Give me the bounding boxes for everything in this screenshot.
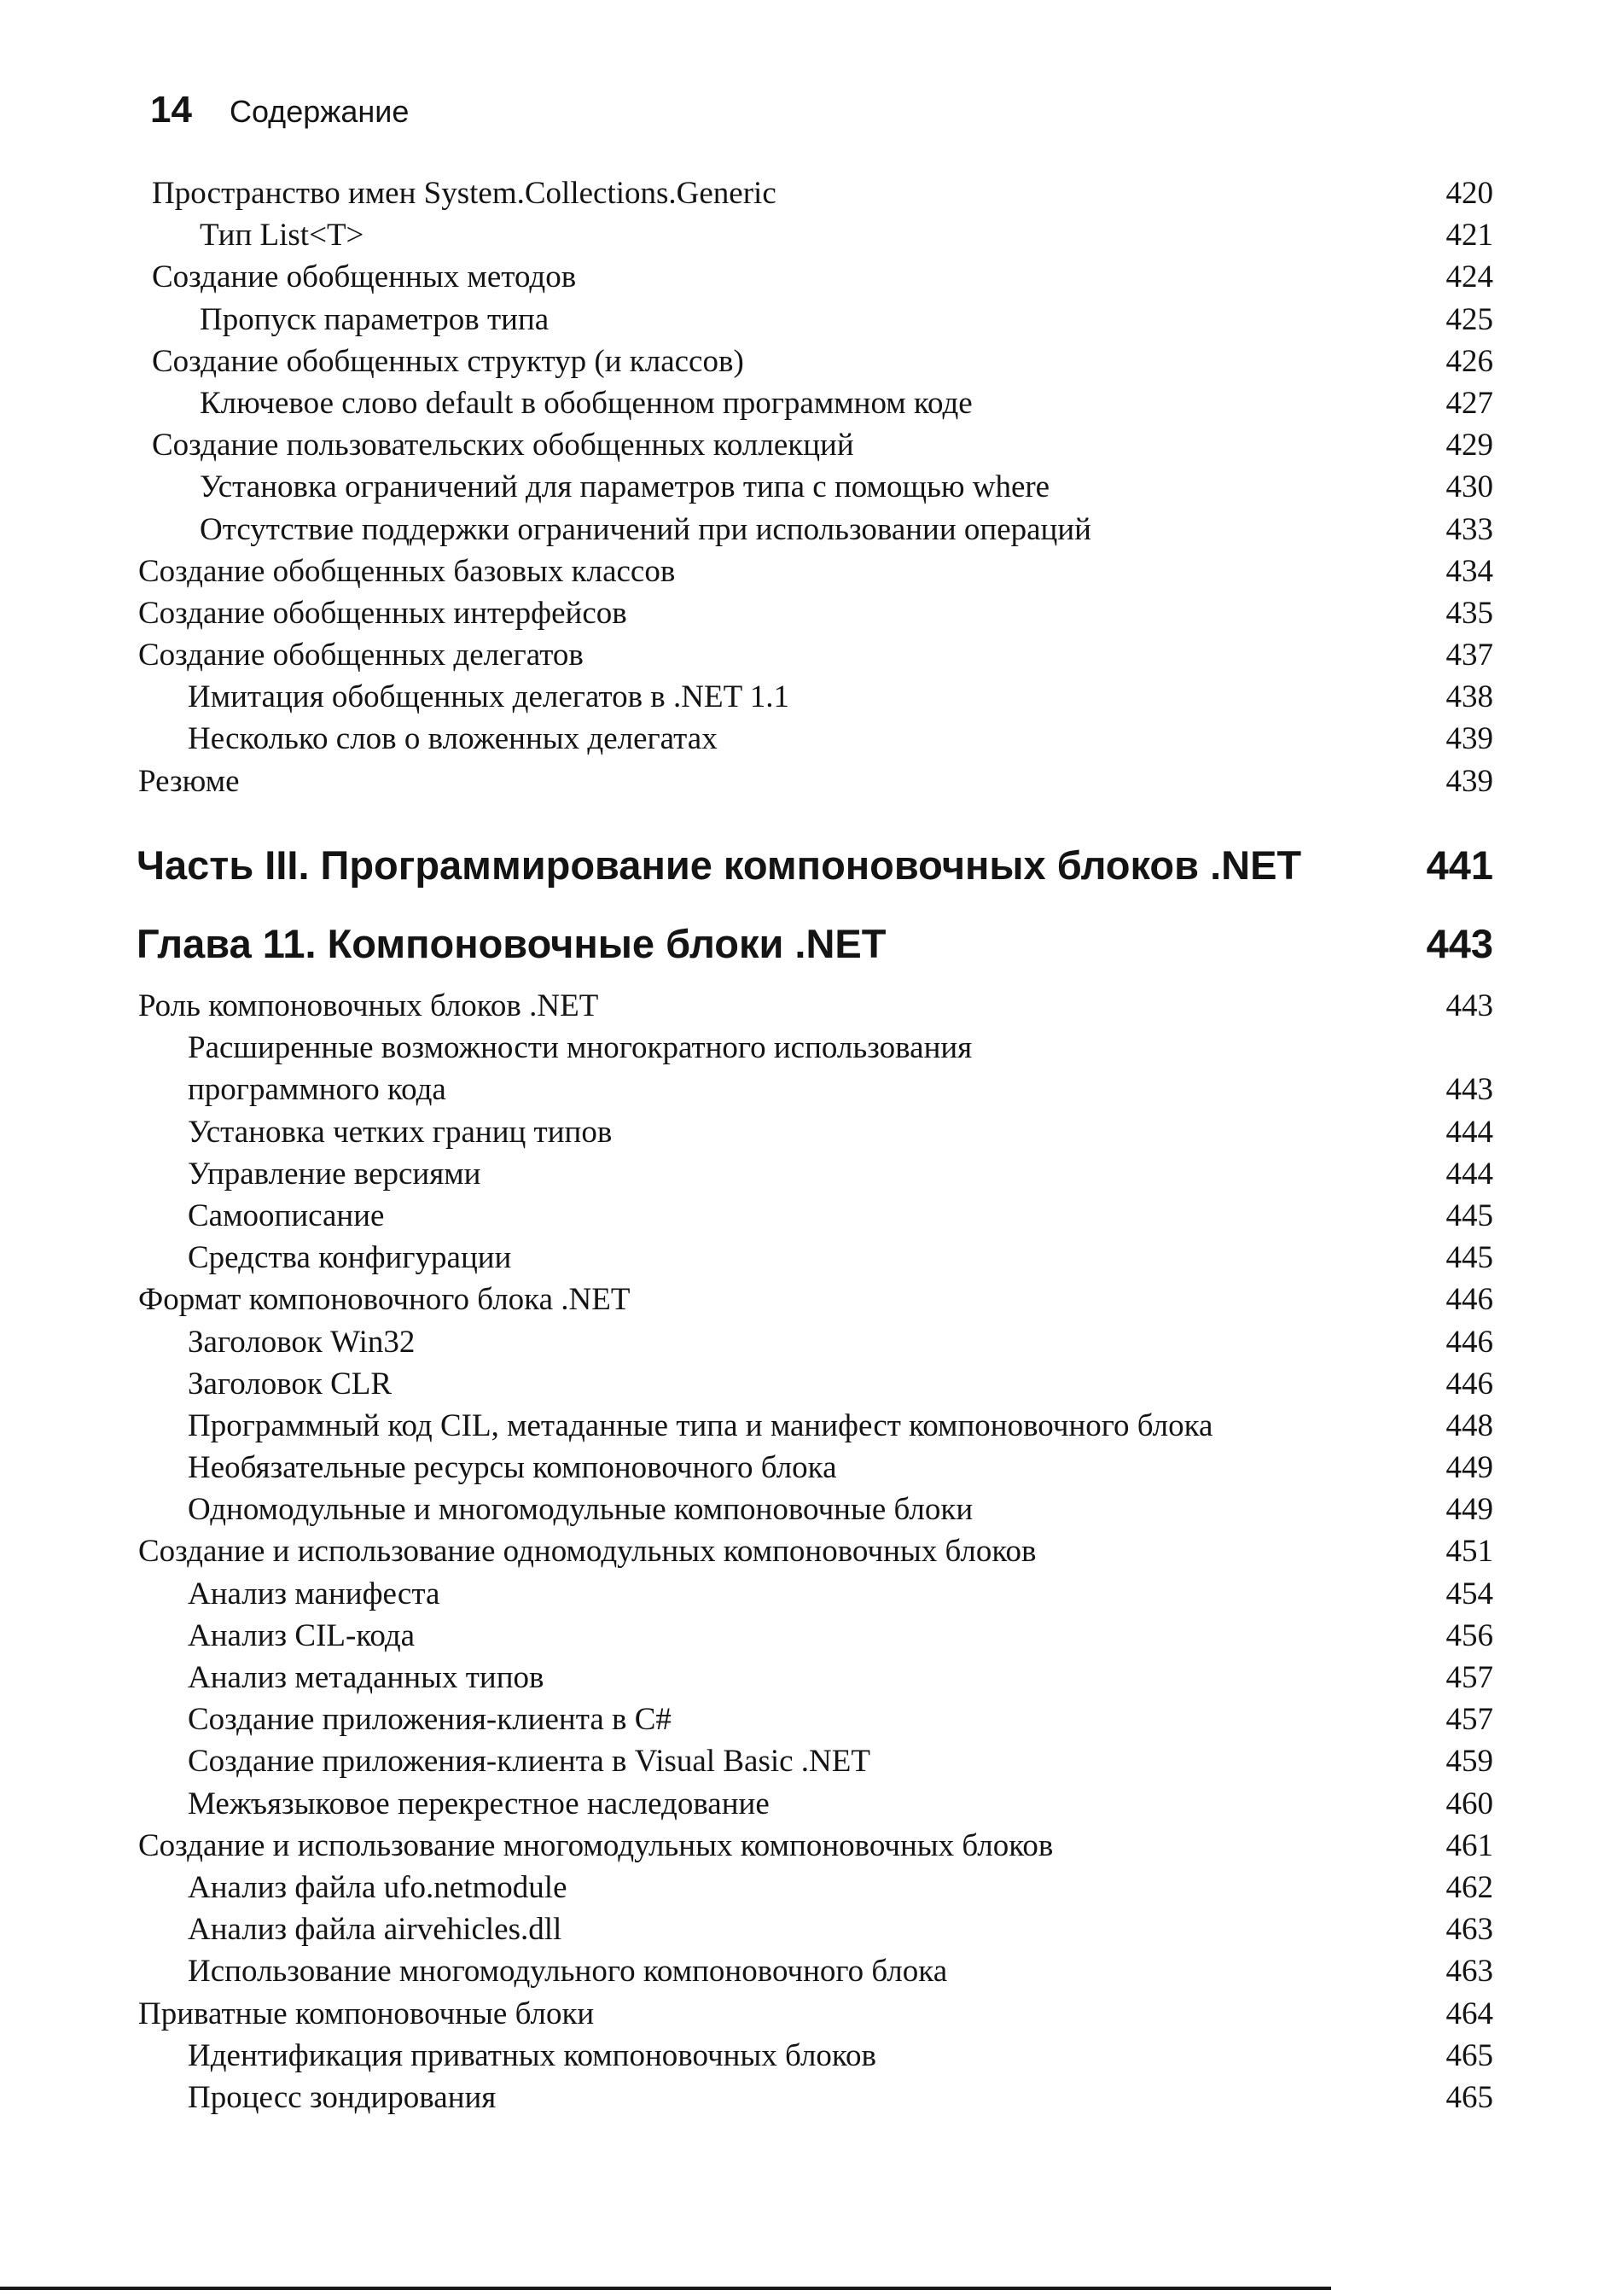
toc-entry-page: 426: [1445, 343, 1493, 379]
part-title: Часть III. Программирование компоновочных блоков .NET: [137, 842, 1302, 888]
toc-entry-title: Создание обобщенных делегатов: [138, 638, 584, 673]
toc-entry-page: 457: [1445, 1660, 1493, 1695]
toc-entry-title: Процесс зондирования: [188, 2079, 497, 2115]
toc-entry: [128, 1783, 1493, 1825]
toc-entry-title: Создание и использование одномодульных компоновочных блоков: [138, 1534, 1037, 1570]
toc-entry-title: Межъязыковое перекрестное наследование: [188, 1786, 770, 1821]
toc-entry: [128, 1153, 1493, 1195]
toc-entry-page: 445: [1445, 1198, 1493, 1233]
toc-entry-title: Анализ файла airvehicles.dll: [188, 1912, 562, 1948]
toc-entry-page: 439: [1445, 763, 1493, 799]
toc-entry-page: 446: [1445, 1366, 1493, 1401]
toc-entry-page: 446: [1445, 1282, 1493, 1318]
toc-entry-title: Создание приложения-клиента в Visual Basic .NET: [188, 1744, 870, 1780]
toc-entry-page: 461: [1445, 1827, 1493, 1863]
toc-entry: [128, 634, 1493, 676]
toc-entry: [128, 1825, 1493, 1867]
toc-entry-page: 463: [1445, 1954, 1493, 1990]
toc-entry-page: 437: [1445, 638, 1493, 673]
toc-entry-title: Резюме: [138, 763, 240, 799]
toc-entry: [128, 1405, 1493, 1447]
toc-entry: [128, 509, 1493, 551]
toc-entry-title: программного кода: [188, 1072, 446, 1108]
toc-entry: [128, 1740, 1493, 1782]
toc-entry-page: 424: [1445, 259, 1493, 295]
toc-entry-page: 443: [1445, 988, 1493, 1023]
toc-entry-page: 443: [1445, 1072, 1493, 1108]
toc-entry-page: 457: [1445, 1702, 1493, 1738]
toc-entry-title: Роль компоновочных блоков .NET: [138, 988, 599, 1023]
toc-entry: [128, 1069, 1493, 1110]
toc-entry-title: Идентификация приватных компоновочных блоков: [188, 2037, 876, 2073]
running-title: Содержание: [229, 94, 410, 129]
toc-entry-title: Анализ манифеста: [188, 1576, 440, 1611]
toc-entry: [128, 2077, 1493, 2118]
toc-entry-title: Создание обобщенных структур (и классов): [152, 343, 744, 379]
toc-entry: [128, 985, 1493, 1027]
toc-entry-title: Ключевое слово default в обобщенном программном коде: [200, 385, 973, 421]
toc-list-after: [128, 985, 1493, 2118]
page-header: [150, 89, 409, 150]
page-number: 14: [150, 89, 192, 131]
toc-entry-page: 439: [1445, 721, 1493, 757]
toc-entry-page: 438: [1445, 679, 1493, 715]
toc-entry-page: 449: [1445, 1450, 1493, 1486]
toc-entry: [128, 551, 1493, 592]
toc-entry: [128, 1530, 1493, 1572]
toc-entry-title: Средства конфигурации: [188, 1240, 512, 1276]
toc-entry: [128, 1321, 1493, 1363]
toc-entry: [128, 1111, 1493, 1153]
toc-entry-title: Необязательные ресурсы компоновочного блока: [188, 1450, 837, 1486]
toc-entry-title: Создание обобщенных методов: [152, 259, 577, 295]
chapter-page: 443: [1426, 921, 1493, 966]
bottom-rule: [0, 2287, 1331, 2290]
toc-entry: [128, 424, 1493, 466]
toc-entry: [128, 299, 1493, 341]
toc-entry: [128, 1699, 1493, 1740]
toc-entry: [128, 1867, 1493, 1908]
toc-entry-page: 463: [1445, 1912, 1493, 1948]
toc-entry: [128, 1908, 1493, 1950]
toc-entry-page: 420: [1445, 176, 1493, 211]
toc-entry-title: Имитация обобщенных делегатов в .NET 1.1: [188, 679, 790, 715]
toc-entry-page: 465: [1445, 2079, 1493, 2115]
toc-entry: [128, 1573, 1493, 1615]
toc-entry-title: Программный код CIL, метаданные типа и манифест компоновочного блока: [188, 1407, 1213, 1443]
toc-entry-page: 429: [1445, 428, 1493, 463]
toc-entry-title: Анализ файла ufo.netmodule: [188, 1869, 567, 1905]
toc-entry-title: Анализ метаданных типов: [188, 1660, 544, 1695]
toc-entry-title: Управление версиями: [188, 1156, 481, 1192]
toc-entry: [128, 382, 1493, 424]
toc-entry-title: Анализ CIL-кода: [188, 1617, 416, 1653]
toc-entry: [128, 341, 1493, 382]
toc-entry-title: Формат компоновочного блока .NET: [138, 1282, 631, 1318]
toc-entry-title: Заголовок CLR: [188, 1366, 393, 1401]
toc-entry-page: 462: [1445, 1869, 1493, 1905]
toc-entry-page: 445: [1445, 1240, 1493, 1276]
toc-entry: [128, 1489, 1493, 1530]
toc-entry-page: 464: [1445, 1996, 1493, 2031]
toc-entry: [128, 1027, 1493, 1069]
toc-entry-page: 460: [1445, 1786, 1493, 1821]
toc-entry-title: Создание и использование многомодульных компоновочных блоков: [138, 1827, 1054, 1863]
toc-entry-title: Установка четких границ типов: [188, 1114, 613, 1150]
toc-entry-page: 451: [1445, 1534, 1493, 1570]
toc-entry: [128, 1950, 1493, 1992]
toc-entry: [128, 1993, 1493, 2035]
toc-entry: [128, 1195, 1493, 1237]
toc-entry-title: Пространство имен System.Collections.Generic: [152, 176, 776, 211]
toc-entry: [128, 466, 1493, 508]
toc-entry: [128, 718, 1493, 760]
toc-list-before: [128, 172, 1493, 802]
toc-entry-page: 459: [1445, 1744, 1493, 1780]
toc-entry-title: Самоописание: [188, 1198, 385, 1233]
chapter-title: Глава 11. Компоновочные блоки .NET: [137, 921, 887, 966]
toc-entry: [128, 214, 1493, 256]
toc-entry-title: Расширенные возможности многократного использования: [188, 1030, 973, 1066]
part-page: 441: [1426, 842, 1493, 888]
toc-entry-title: Пропуск параметров типа: [200, 301, 550, 337]
toc-entry-title: Создание обобщенных базовых классов: [138, 553, 676, 589]
toc-entry-page: 435: [1445, 595, 1493, 631]
toc-entry: [128, 2035, 1493, 2077]
toc-entry-page: 427: [1445, 385, 1493, 421]
toc-entry: [128, 676, 1493, 718]
toc-entry-page: 421: [1445, 218, 1493, 253]
toc-entry-title: Использование многомодульного компоновочного блока: [188, 1954, 948, 1990]
toc-entry-title: Создание пользовательских обобщенных коллекций: [152, 428, 854, 463]
toc-entry: [128, 1615, 1493, 1657]
toc-entry-page: 449: [1445, 1492, 1493, 1528]
toc-entry: [128, 1447, 1493, 1489]
toc-entry-title: Заголовок Win32: [188, 1324, 416, 1360]
part-heading: [128, 842, 1493, 896]
toc-entry: [128, 1363, 1493, 1405]
toc-entry-title: Создание обобщенных интерфейсов: [138, 595, 627, 631]
toc-entry-page: 433: [1445, 511, 1493, 547]
toc-entry-page: 444: [1445, 1114, 1493, 1150]
toc-entry-page: 444: [1445, 1156, 1493, 1192]
toc-entry: [128, 592, 1493, 634]
toc-entry-page: 456: [1445, 1617, 1493, 1653]
toc-entry: [128, 256, 1493, 298]
toc-entry-page: 425: [1445, 301, 1493, 337]
toc-entry-title: Несколько слов о вложенных делегатах: [188, 721, 718, 757]
chapter-heading: [128, 920, 1493, 975]
toc-entry-title: Отсутствие поддержки ограничений при использовании операций: [200, 511, 1091, 547]
toc-entry-page: 448: [1445, 1407, 1493, 1443]
toc-entry-title: Тип List<T>: [200, 218, 364, 253]
toc-entry: [128, 1657, 1493, 1699]
toc-entry: [128, 1237, 1493, 1279]
toc-entry-title: Установка ограничений для параметров типа с помощью where: [200, 469, 1050, 505]
toc-entry-title: Приватные компоновочные блоки: [138, 1996, 595, 2031]
toc-entry-page: 430: [1445, 469, 1493, 505]
toc-entry: [128, 760, 1493, 802]
toc-entry: [128, 172, 1493, 214]
toc-entry-page: 465: [1445, 2037, 1493, 2073]
toc-entry-title: Одномодульные и многомодульные компоновочные блоки: [188, 1492, 974, 1528]
toc-entry-page: 434: [1445, 553, 1493, 589]
toc-entry-title: Создание приложения-клиента в C#: [188, 1702, 672, 1738]
toc-entry: [128, 1279, 1493, 1320]
toc-entry-page: 446: [1445, 1324, 1493, 1360]
toc-entry-page: 454: [1445, 1576, 1493, 1611]
